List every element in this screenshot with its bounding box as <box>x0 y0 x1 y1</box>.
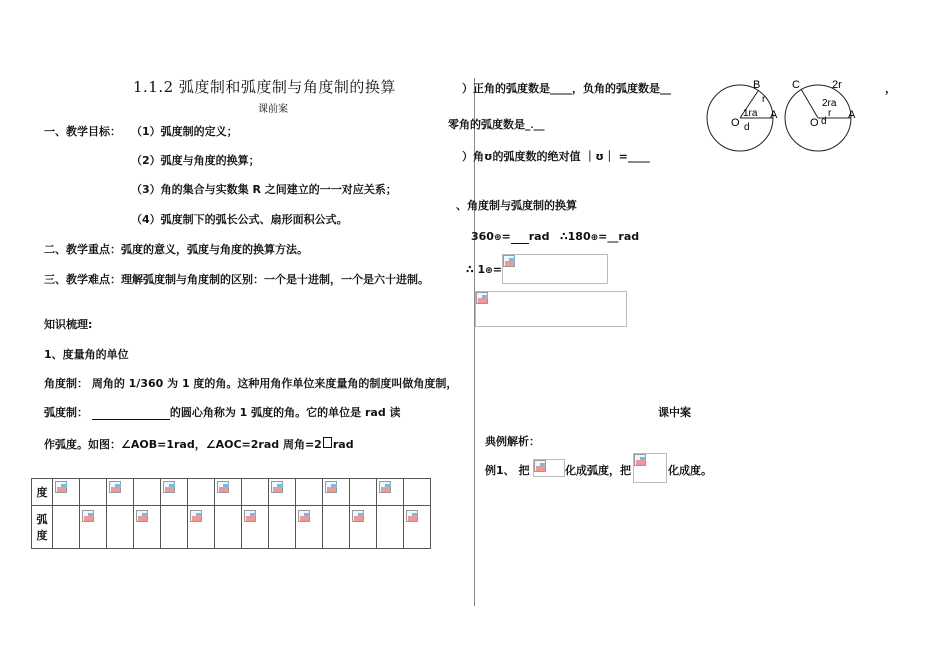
equals: = <box>501 230 511 243</box>
row-label-radian: 弧 度 <box>32 506 53 549</box>
in-class-heading: 课中案 <box>658 406 691 419</box>
image-placeholder-icon <box>534 460 546 472</box>
abs-value-tail: ｜ =____ <box>603 150 650 163</box>
label-d: d <box>744 122 750 133</box>
radian-label: 弧度制： <box>44 406 88 419</box>
example-heading: 典例解析： <box>485 435 540 448</box>
value-1: ∴ 1 <box>466 263 486 276</box>
formula-image-frame <box>502 254 608 284</box>
pi-symbol-icon <box>323 437 332 448</box>
zero-angle-line <box>448 116 545 132</box>
example-1-lead: 例1、 把 <box>485 464 530 477</box>
angle-icon: ∠ <box>121 438 131 451</box>
zero-angle-text: 零角的弧度数是_ <box>448 118 531 131</box>
table-cell <box>404 506 431 549</box>
table-cell <box>269 479 296 506</box>
angle-icon: ∠ <box>205 438 216 451</box>
table-cell <box>53 506 80 549</box>
image-placeholder-icon <box>352 510 364 522</box>
conversion-line-2 <box>560 230 639 243</box>
table-row <box>32 506 431 549</box>
label-C: C <box>792 79 800 91</box>
table-cell <box>242 506 269 549</box>
label-d2: d <box>821 116 827 127</box>
image-placeholder-icon <box>217 481 229 493</box>
row-label-degree: 度 <box>32 479 53 506</box>
example-1-tail: 化成度。 <box>668 464 712 477</box>
radius-line <box>801 89 818 118</box>
aob-text: AOB=1rad， <box>130 438 206 451</box>
rad-blank: =__rad <box>598 230 640 243</box>
image-placeholder-icon <box>244 510 256 522</box>
table-cell <box>53 479 80 506</box>
abs-value-line <box>462 148 650 164</box>
image-placeholder-icon <box>406 510 418 522</box>
image-placeholder-icon <box>55 481 67 493</box>
objective-item: （3）角的集合与实数集 R 之间建立的一一对应关系； <box>131 183 397 196</box>
rad-unit: rad <box>528 230 550 243</box>
label-1rad: 1ra <box>743 108 758 119</box>
positive-negative-line: ）正角的弧度数是____，负角的弧度数是__ <box>462 82 671 95</box>
label-2rad: 2ra <box>822 98 837 109</box>
label-r: r <box>762 94 766 105</box>
value-360: 360 <box>471 230 494 243</box>
objective-item: （2）弧度与角度的换算； <box>131 154 260 167</box>
image-placeholder-icon <box>82 510 94 522</box>
alpha-symbol-icon: ʊ <box>484 150 493 163</box>
blank-line <box>511 230 529 244</box>
image-placeholder-icon <box>325 481 337 493</box>
table-cell <box>80 506 107 549</box>
conversion-line-3 <box>466 263 502 276</box>
section-heading: 1、度量角的单位 <box>44 348 129 361</box>
page-subtitle: 课前案 <box>258 104 288 115</box>
section-heading-conversion: 、角度制与弧度制的换算 <box>456 199 577 212</box>
label-A: A <box>770 109 778 121</box>
table-cell <box>107 479 134 506</box>
table-cell <box>350 506 377 549</box>
table-cell <box>323 479 350 506</box>
objective-item: （1）弧度制的定义； <box>131 125 238 138</box>
table-cell <box>107 506 134 549</box>
key-points: 二、教学重点：弧度的意义，弧度与角度的换算方法。 <box>44 243 308 256</box>
image-placeholder-icon <box>503 255 515 267</box>
difficulties: 三、教学难点：理解弧度制与角度制的区别：一个是十进制，一个是六十进制。 <box>44 273 429 286</box>
label-B: B <box>753 79 761 91</box>
table-cell <box>377 506 404 549</box>
table-cell <box>161 479 188 506</box>
objective-item: （4）弧度制下的弧长公式、扇形面积公式。 <box>131 213 348 226</box>
table-cell <box>296 479 323 506</box>
dot-mark-icon: . <box>530 121 534 130</box>
table-cell <box>323 506 350 549</box>
image-placeholder-icon <box>190 510 202 522</box>
radian-figures <box>700 76 870 152</box>
table-cell <box>80 479 107 506</box>
table-cell <box>350 479 377 506</box>
table-cell <box>377 479 404 506</box>
image-placeholder-icon <box>109 481 121 493</box>
image-placeholder-icon <box>136 510 148 522</box>
example-1-mid: 化成弧度，把 <box>565 464 631 477</box>
page-title: 1.1.2 弧度制和弧度制与角度制的换算 <box>133 78 396 96</box>
table-cell <box>215 506 242 549</box>
table-cell <box>161 506 188 549</box>
image-placeholder-icon <box>298 510 310 522</box>
conversion-line-1 <box>471 230 549 244</box>
image-placeholder-icon <box>379 481 391 493</box>
table-cell <box>134 479 161 506</box>
abs-value-lead: ）角 <box>462 150 484 163</box>
image-placeholder-icon <box>271 481 283 493</box>
equals: = <box>492 263 502 276</box>
image-placeholder-icon <box>634 454 646 466</box>
label-O: O <box>731 117 740 129</box>
knowledge-heading: 知识梳理: <box>44 318 93 331</box>
blank-line <box>92 406 170 420</box>
value-180: ∴180 <box>560 230 591 243</box>
table-cell <box>404 479 431 506</box>
label-2r: 2r <box>832 79 842 91</box>
abs-value-text: 的弧度数的绝对值 ｜ <box>492 150 596 163</box>
radian-definition <box>44 404 401 420</box>
image-placeholder-icon <box>476 292 488 304</box>
radian-example <box>44 436 354 452</box>
label-O2: O <box>810 117 819 129</box>
table-cell <box>188 479 215 506</box>
degree-symbol-icon: ⊕ <box>590 233 599 243</box>
degree-radian-table <box>31 478 431 549</box>
alpha-symbol-icon: ʊ <box>595 150 604 163</box>
radian-def-text: 的圆心角称为 1 弧度的角。它的单位是 rad 读 <box>169 406 401 419</box>
image-placeholder-icon <box>163 481 175 493</box>
table-cell <box>215 479 242 506</box>
degree-definition: 角度制： 周角的 1/360 为 1 度的角。这种用角作单位来度量角的制度叫做角度制， <box>44 377 458 390</box>
degree-symbol-icon: ⊕ <box>493 233 502 243</box>
table-cell <box>296 506 323 549</box>
objectives-label: 一、教学目标： <box>44 125 121 138</box>
table-cell <box>269 506 296 549</box>
degree-symbol-icon: ⊕ <box>485 266 493 276</box>
formula-image-frame <box>475 291 627 327</box>
label-r-small: r <box>828 108 832 119</box>
radian-example-lead: 作弧度。如图： <box>44 438 121 451</box>
table-cell <box>134 506 161 549</box>
comma-mark: ， <box>885 82 896 95</box>
label-A2: A <box>848 109 856 121</box>
table-cell <box>242 479 269 506</box>
aoc-text: AOC=2rad <box>215 438 280 451</box>
zero-angle-blank: __ <box>533 118 545 131</box>
rad-unit: rad <box>332 438 354 451</box>
table-cell <box>188 506 215 549</box>
full-angle-text: 周角=2 <box>282 438 322 451</box>
table-row <box>32 479 431 506</box>
